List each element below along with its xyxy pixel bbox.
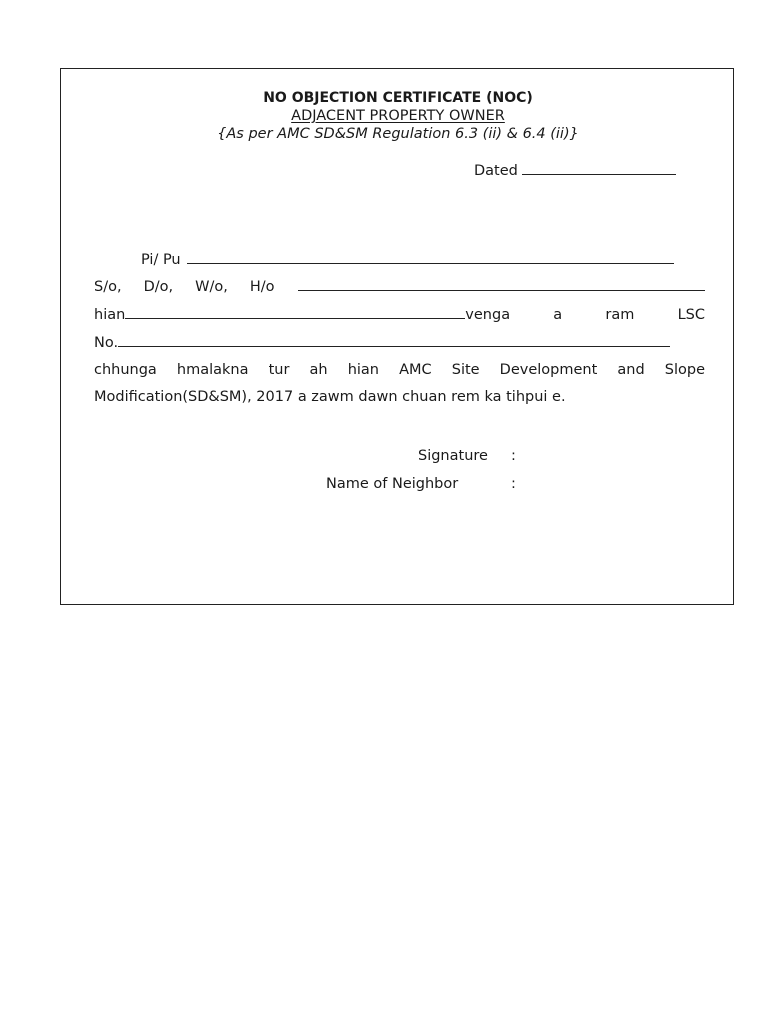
dated-line <box>474 160 676 180</box>
pipu-label: Pi/ Pu <box>141 252 181 268</box>
regulation-reference: {As per AMC SD&SM Regulation 6.3 (ii) & 6.4 (ii)} <box>217 126 579 142</box>
neighbor-name-colon: : <box>511 476 516 492</box>
relation-label-wo: W/o, <box>195 279 228 295</box>
certificate-title: NO OBJECTION CERTIFICATE (NOC) <box>263 90 533 106</box>
dated-label: Dated <box>474 163 518 179</box>
venga-words <box>465 306 705 324</box>
relation-line <box>94 276 705 296</box>
hian-blank[interactable] <box>125 304 465 319</box>
relation-label-so: S/o, <box>94 279 122 295</box>
a-word: a <box>553 307 563 323</box>
relation-label-ho: H/o <box>249 279 275 295</box>
lsc-no-label: No. <box>94 335 119 351</box>
lsc-no-blank[interactable] <box>118 332 670 347</box>
lsc-no-line <box>94 332 670 352</box>
hian-label: hian <box>94 307 126 323</box>
relation-blank[interactable] <box>298 276 705 291</box>
signature-colon: : <box>511 448 516 464</box>
neighbor-name-label: Name of Neighbor <box>326 476 459 492</box>
signature-label: Signature <box>418 448 488 464</box>
venga-word: venga <box>465 307 511 323</box>
subtitle-text: ADJACENT PROPERTY OWNER <box>291 108 505 124</box>
noc-form <box>60 68 734 605</box>
ram-word: ram <box>605 307 635 323</box>
consent-paragraph: chhunga hmalakna tur ah hian AMC Site Development and Slope Modification(SD&SM), 2017 a zawm dawn chuan rem ka tihpui e. <box>94 362 705 405</box>
certificate-subtitle <box>61 107 735 125</box>
pipu-line <box>141 249 674 269</box>
lsc-word: LSC <box>677 307 705 323</box>
relation-label-do: D/o, <box>143 279 174 295</box>
pipu-blank[interactable] <box>187 249 674 264</box>
dated-blank[interactable] <box>522 160 676 175</box>
hian-line <box>94 304 705 324</box>
